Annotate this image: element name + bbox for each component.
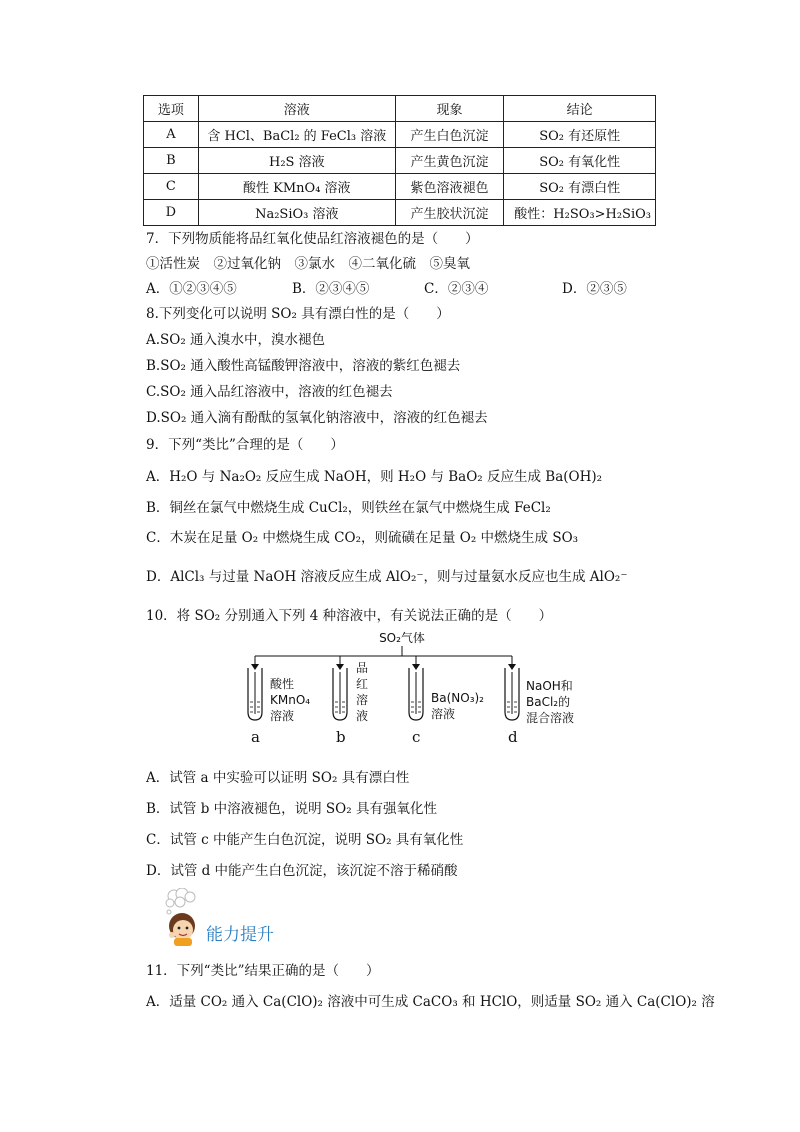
table-header-cell: 现象 [395,96,503,122]
q11-stem: 11．下列“类比”结果正确的是（ ） [146,963,380,979]
q10-option-c[interactable]: C．试管 c 中能产生白色沉淀，说明 SO₂ 具有氧化性 [146,832,464,848]
section-heading [160,888,360,948]
tube-c-letter: c [412,728,421,746]
q8-stem: 8.下列变化可以说明 SO₂ 具有漂白性的是（ ） [146,306,450,322]
cartoon-student-thinking-icon [160,888,208,946]
tube-a [248,656,310,746]
tube-d-label-3: 混合溶液 [526,711,575,725]
table-cell: 含 HCl、BaCl₂ 的 FeCl₃ 溶液 [198,122,395,148]
table-row [144,200,656,226]
tube-c-label-1: Ba(NO₃)₂ [431,691,484,705]
table-row [144,174,656,200]
tube-b-letter: b [336,728,346,746]
q10-option-d[interactable]: D．试管 d 中能产生白色沉淀，该沉淀不溶于稀硝酸 [146,863,458,879]
q9-option-a[interactable]: A．H₂O 与 Na₂O₂ 反应生成 NaOH，则 H₂O 与 BaO₂ 反应生成 Ba(OH)₂ [146,469,603,485]
so2-test-tube-diagram [240,630,580,750]
tube-b-label-4: 液 [356,709,369,723]
q9-option-b[interactable]: B．铜丝在氯气中燃烧生成 CuCl₂，则铁丝在氯气中燃烧生成 FeCl₂ [146,500,551,516]
table-cell: SO₂ 有还原性 [504,122,656,148]
table-header-cell: 结论 [504,96,656,122]
q7-option-b[interactable]: B．②③④⑤ [292,281,370,297]
tube-b [333,656,368,746]
tube-c [409,656,484,746]
table-header-row [144,96,656,122]
tube-c-label-2: 溶液 [431,707,456,721]
table-row [144,122,656,148]
table-cell: 酸性 KMnO₄ 溶液 [198,174,395,200]
tube-d-label-1: NaOH和 [526,679,573,693]
table-cell: SO₂ 有氧化性 [504,148,656,174]
tube-d-letter: d [508,728,518,746]
table-cell: 产生黄色沉淀 [395,148,503,174]
q8-option-d[interactable]: D.SO₂ 通入滴有酚酞的氢氧化钠溶液中，溶液的红色褪去 [146,410,488,426]
tube-d [505,656,574,746]
table-cell: 产生白色沉淀 [395,122,503,148]
table-cell: B [144,148,199,174]
q8-option-b[interactable]: B.SO₂ 通入酸性高锰酸钾溶液中，溶液的紫红色褪去 [146,358,461,374]
q8-option-a[interactable]: A.SO₂ 通入溴水中，溴水褪色 [146,332,326,348]
tube-a-label-1: 酸性 [270,677,295,691]
table-cell: H₂S 溶液 [198,148,395,174]
table-row [144,148,656,174]
q9-stem: 9．下列“类比”合理的是（ ） [146,437,344,453]
table-cell: D [144,200,199,226]
table-cell: 酸性：H₂SO₃>H₂SiO₃ [504,200,656,226]
q7-stem: 7．下列物质能将品红氧化使品红溶液褪色的是（ ） [146,231,479,247]
table-cell: 产生胶状沉淀 [395,200,503,226]
q7-option-d[interactable]: D．②③⑤ [562,281,627,297]
q10-option-b[interactable]: B．试管 b 中溶液褪色，说明 SO₂ 具有强氧化性 [146,801,437,817]
gas-label: SO₂气体 [379,631,425,645]
tube-b-label-3: 溶 [356,693,369,707]
section-title: 能力提升 [206,925,274,945]
q7-items: ①活性炭 ②过氧化钠 ③氯水 ④二氧化硫 ⑤臭氧 [146,256,470,272]
table-cell: SO₂ 有漂白性 [504,174,656,200]
table-cell: 紫色溶液褪色 [395,174,503,200]
q9-option-d[interactable]: D．AlCl₃ 与过量 NaOH 溶液反应生成 AlO₂⁻，则与过量氨水反应也生成 AlO₂⁻ [146,569,628,585]
q8-option-c[interactable]: C.SO₂ 通入品红溶液中，溶液的红色褪去 [146,384,393,400]
q7-option-a[interactable]: A．①②③④⑤ [146,281,237,297]
tube-b-label-1: 品 [356,661,369,675]
tube-b-label-2: 红 [356,677,369,691]
q10-option-a[interactable]: A．试管 a 中实验可以证明 SO₂ 具有漂白性 [146,770,410,786]
tube-a-label-2: KMnO₄ [270,693,311,707]
table-cell: Na₂SiO₃ 溶液 [198,200,395,226]
q7-option-c[interactable]: C．②③④ [424,281,489,297]
options-table [143,95,656,226]
table-cell: C [144,174,199,200]
q9-option-c[interactable]: C．木炭在足量 O₂ 中燃烧生成 CO₂，则硫磺在足量 O₂ 中燃烧生成 SO₃ [146,530,579,546]
q10-stem: 10．将 SO₂ 分别通入下列 4 种溶液中，有关说法正确的是（ ） [146,608,553,624]
tube-a-label-3: 溶液 [270,709,295,723]
table-header-cell: 溶液 [198,96,395,122]
tube-d-label-2: BaCl₂的 [526,695,571,709]
q11-option-a[interactable]: A．适量 CO₂ 通入 Ca(ClO)₂ 溶液中可生成 CaCO₃ 和 HClO，则适量 SO₂ 通入 Ca(ClO)₂ 溶 [146,994,715,1010]
table-cell: A [144,122,199,148]
tube-a-letter: a [251,728,260,746]
table-header-cell: 选项 [144,96,199,122]
